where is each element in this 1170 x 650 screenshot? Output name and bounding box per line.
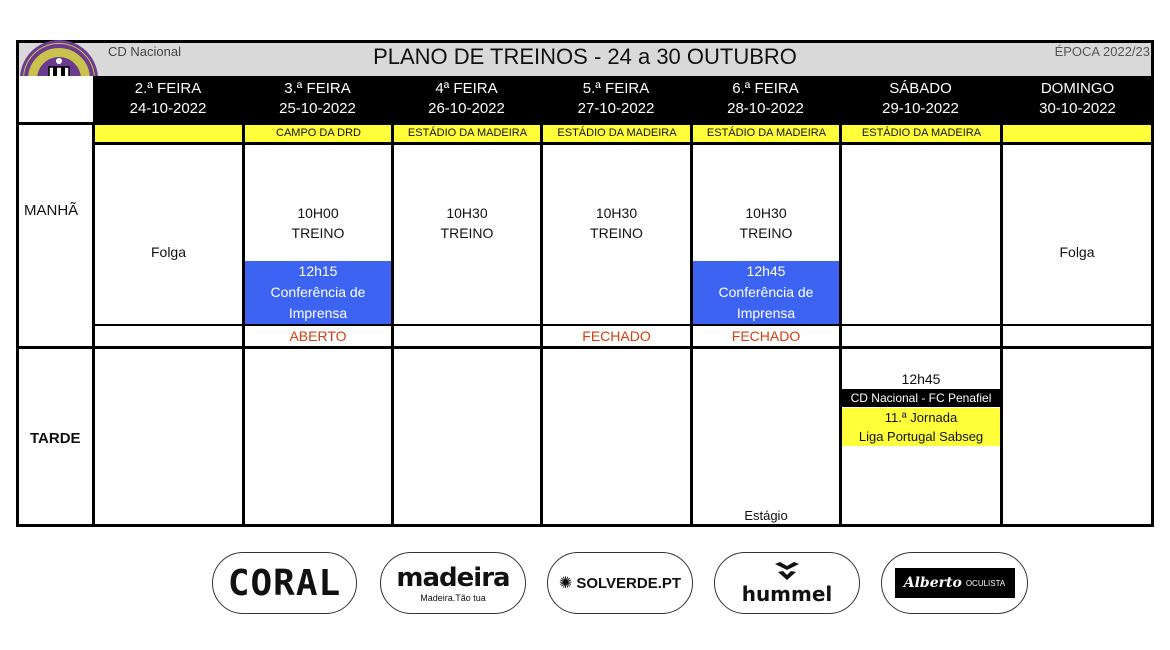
session-time: 10H30 xyxy=(595,205,638,221)
match-round: 11.ª Jornada xyxy=(884,410,958,425)
solverde-icon: ✺ xyxy=(558,575,573,592)
day-name: 6.ª FEIRA xyxy=(732,80,799,97)
press-label: Imprensa xyxy=(736,305,796,321)
grid-line xyxy=(16,40,19,527)
session-time: 10H00 xyxy=(297,205,339,221)
sponsor-hummel-text: hummel xyxy=(741,582,833,606)
sponsor-coral-text: CORAL xyxy=(227,562,342,604)
grid-line xyxy=(16,524,1154,527)
sponsor-alberto-logo xyxy=(881,552,1028,614)
row-label-morning: MANHÃ xyxy=(24,202,79,219)
press-label: Imprensa xyxy=(288,305,348,321)
sponsor-alberto-text: Alberto xyxy=(903,575,962,591)
grid-line xyxy=(16,122,1154,125)
grid-line xyxy=(540,122,543,527)
day-date: 24-10-2022 xyxy=(129,100,207,117)
day-name: DOMINGO xyxy=(1040,80,1115,97)
morning-session-thursday xyxy=(543,203,690,243)
day-date: 29-10-2022 xyxy=(882,100,959,117)
day-header-sunday xyxy=(1001,76,1154,122)
press-conference-tuesday xyxy=(245,261,391,324)
grid-line xyxy=(1000,122,1003,527)
day-name: 5.ª FEIRA xyxy=(582,80,650,97)
press-label: Conferência de xyxy=(718,284,814,300)
sponsor-solverde-logo xyxy=(547,552,693,614)
grid-line xyxy=(391,122,394,527)
session-activity: TREINO xyxy=(739,225,793,241)
session-activity: TREINO xyxy=(440,225,494,241)
season-label: ÉPOCA 2022/23 xyxy=(1054,44,1150,59)
venue-tuesday: CAMPO DA DRD xyxy=(243,124,392,142)
status-friday: FECHADO xyxy=(731,328,801,344)
sponsor-hummel-logo xyxy=(714,552,860,614)
venue-monday xyxy=(93,124,243,142)
morning-note-monday: Folga xyxy=(150,244,187,260)
sponsor-solverde-text: SOLVERDE.PT xyxy=(576,574,682,592)
match-league: Liga Portugal Sabseg xyxy=(858,429,984,444)
press-time: 12h45 xyxy=(746,263,786,279)
status-thursday: FECHADO xyxy=(582,328,651,344)
day-date: 28-10-2022 xyxy=(727,100,804,117)
venue-thursday: ESTÁDIO DA MADEIRA xyxy=(541,124,691,142)
day-date: 25-10-2022 xyxy=(279,100,356,117)
sponsor-madeira-logo xyxy=(380,552,526,614)
hummel-bee-icon xyxy=(772,560,802,582)
grid-line xyxy=(16,346,1154,349)
day-date: 30-10-2022 xyxy=(1039,100,1116,117)
day-header-friday xyxy=(691,76,840,122)
session-time: 10H30 xyxy=(446,205,488,221)
grid-line xyxy=(242,122,245,527)
venue-wednesday: ESTÁDIO DA MADEIRA xyxy=(392,124,541,142)
day-name: 3.ª FEIRA xyxy=(284,80,351,97)
session-activity: TREINO xyxy=(590,225,643,241)
grid-line xyxy=(93,142,1154,145)
venue-friday: ESTÁDIO DA MADEIRA xyxy=(691,124,840,142)
alberto-badge xyxy=(895,568,1015,598)
day-name: 4ª FEIRA xyxy=(435,80,498,97)
club-name: CD Nacional xyxy=(108,44,181,59)
match-time: 12h45 xyxy=(901,370,941,387)
status-tuesday: ABERTO xyxy=(289,328,347,344)
morning-session-friday xyxy=(693,203,839,243)
sponsor-madeira-text: madeira xyxy=(396,563,510,593)
page-title: PLANO DE TREINOS - 24 a 30 OUTUBRO xyxy=(373,44,797,69)
day-header-saturday xyxy=(840,76,1001,122)
day-header-thursday xyxy=(541,76,691,122)
day-date: 27-10-2022 xyxy=(577,100,655,117)
venue-saturday: ESTÁDIO DA MADEIRA xyxy=(840,124,1001,142)
day-date: 26-10-2022 xyxy=(428,100,505,117)
grid-line xyxy=(92,122,95,527)
day-header-wednesday xyxy=(392,76,541,122)
header-corner xyxy=(16,76,93,122)
afternoon-note-friday: Estágio xyxy=(744,508,788,523)
row-label-afternoon: TARDE xyxy=(30,430,81,447)
day-header-tuesday xyxy=(243,76,392,122)
grid-line xyxy=(1151,40,1154,527)
press-conference-friday xyxy=(693,261,839,324)
session-time: 10H30 xyxy=(745,205,787,221)
session-activity: TREINO xyxy=(291,225,345,241)
morning-note-sunday: Folga xyxy=(1059,244,1095,260)
press-label: Conferência de xyxy=(270,284,366,300)
sponsor-alberto-sub: OCULISTA xyxy=(965,578,1006,588)
grid-line xyxy=(839,122,842,527)
grid-line xyxy=(93,324,1154,326)
day-name: SÁBADO xyxy=(889,80,952,97)
venue-sunday xyxy=(1001,124,1154,142)
press-time: 12h15 xyxy=(298,263,338,279)
morning-session-wednesday xyxy=(394,203,540,243)
sponsor-coral-logo xyxy=(212,552,357,614)
day-header-monday xyxy=(93,76,243,122)
match-teams: CD Nacional - FC Penafiel xyxy=(842,389,1000,407)
morning-session-tuesday xyxy=(245,203,391,243)
match-competition xyxy=(842,408,1000,446)
sponsor-madeira-tagline: Madeira.Tão tua xyxy=(420,593,486,603)
day-name: 2.ª FEIRA xyxy=(134,80,202,97)
grid-line xyxy=(690,122,693,527)
